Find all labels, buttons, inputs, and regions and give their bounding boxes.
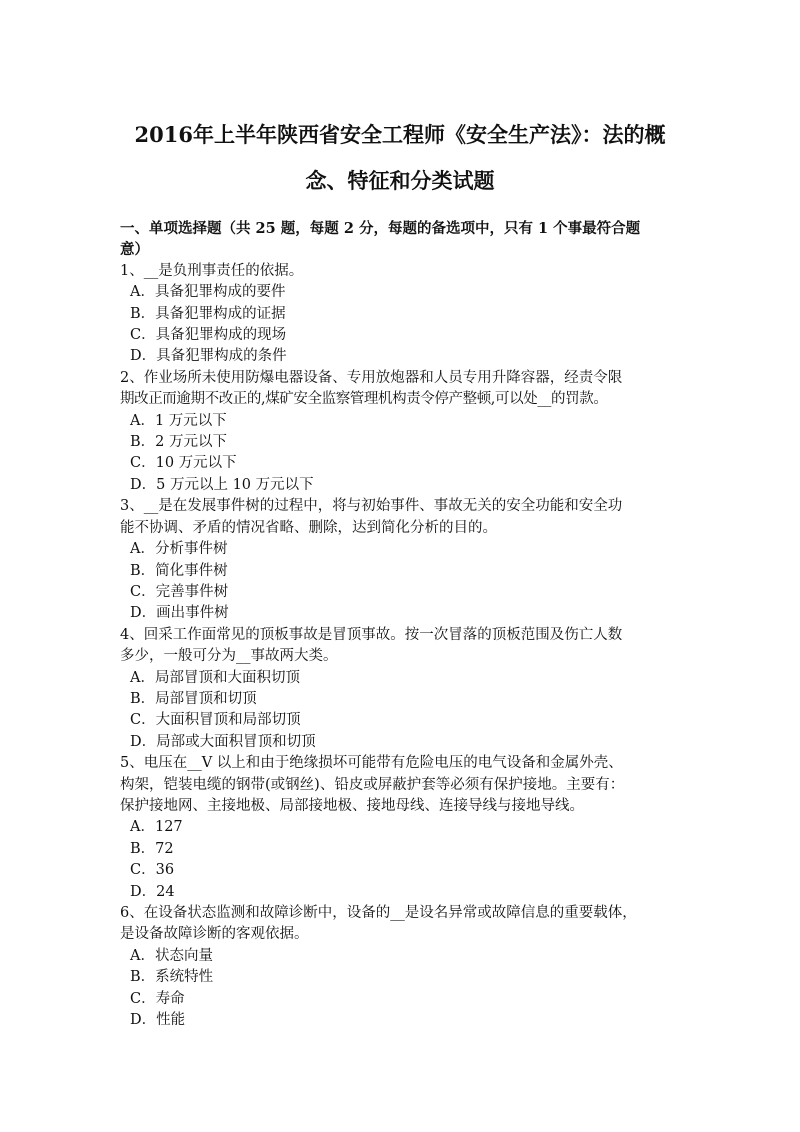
question-4 <box>120 625 690 753</box>
title-line-2: 念、特征和分类试题 <box>305 168 495 193</box>
question-3-line-2: 能不协调、矛盾的情况省略、删除，达到简化分析的目的。 <box>120 519 497 536</box>
question-5-option-d: D．24 <box>130 883 175 900</box>
question-2-option-b: B．2 万元以下 <box>130 434 227 451</box>
question-4-option-b: B．局部冒顶和切顶 <box>130 690 257 707</box>
question-2-option-d: D．5 万元以上 10 万元以下 <box>130 476 314 493</box>
question-5 <box>120 753 690 903</box>
question-3-option-b: B．简化事件树 <box>130 562 228 579</box>
question-6-line-2: 是设备故障诊断的客观依据。 <box>120 926 309 943</box>
question-4-option-a: A．局部冒顶和大面积切顶 <box>130 669 300 686</box>
question-1-option-a: A．具备犯罪构成的要件 <box>130 284 286 301</box>
question-6 <box>120 903 690 1031</box>
question-2-option-a: A．1 万元以下 <box>130 412 227 429</box>
question-3-option-d: D．画出事件树 <box>130 605 229 622</box>
question-6-line-1: 6、在设备状态监测和故障诊断中，设备的__是设名异常或故障信息的重要载体， <box>120 905 637 921</box>
question-6-option-b: B．系统特性 <box>130 969 214 986</box>
question-5-option-a: A．127 <box>130 819 183 836</box>
question-3-line-1: 3、__是在发展事件树的过程中，将与初始事件、事故无关的安全功能和安全功 <box>120 498 623 515</box>
document-body <box>120 218 690 1031</box>
question-5-option-b: B．72 <box>130 840 174 857</box>
section-heading-line-2: 意） <box>120 241 149 259</box>
question-5-line-3: 保护接地网、主接地极、局部接地极、接地母线、连接导线与接地导线。 <box>120 797 584 814</box>
question-1-option-c: C．具备犯罪构成的现场 <box>130 327 287 344</box>
question-3-option-c: C．完善事件树 <box>130 583 229 600</box>
question-2-line-2: 期改正而逾期不改正的,煤矿安全监察管理机构责令停产整顿,可以处__的罚款。 <box>120 391 608 408</box>
question-3 <box>120 496 690 624</box>
question-2-line-1: 2、作业场所未使用防爆电器设备、专用放炮器和人员专用升降容器，经责令限 <box>120 369 623 386</box>
question-3-option-a: A．分析事件树 <box>130 541 228 558</box>
question-4-line-2: 多少，一般可分为__事故两大类。 <box>120 648 338 665</box>
title-line-1: 2016年上半年陕西省安全工程师《安全生产法》：法的概 <box>134 122 666 147</box>
question-1-option-b: B．具备犯罪构成的证据 <box>130 305 286 322</box>
question-5-option-c: C．36 <box>130 862 175 879</box>
question-1-option-d: D．具备犯罪构成的条件 <box>130 348 287 365</box>
document-title <box>100 112 700 204</box>
section-heading-line-1: 一、单项选择题（共 25 题，每题 2 分，每题的备选项中，只有 1 个事最符合题 <box>120 220 641 237</box>
question-6-option-d: D．性能 <box>130 1012 186 1029</box>
question-2 <box>120 368 690 496</box>
question-5-line-2: 构架，铠装电缆的钢带(或钢丝)、铅皮或屏蔽护套等必须有保护接地。主要有： <box>120 776 625 793</box>
question-6-option-a: A．状态向量 <box>130 947 213 964</box>
section-heading <box>120 218 690 261</box>
question-6-option-c: C．寿命 <box>130 990 185 1007</box>
question-5-line-1: 5、电压在__V 以上和由于绝缘损坏可能带有危险电压的电气设备和金属外壳、 <box>120 755 623 772</box>
question-1-line-1: 1、__是负刑事责任的依据。 <box>120 262 304 279</box>
question-2-option-c: C．10 万元以下 <box>130 455 237 472</box>
question-4-option-d: D．局部或大面积冒顶和切顶 <box>130 733 316 750</box>
question-1 <box>120 261 690 368</box>
question-4-option-c: C．大面积冒顶和局部切顶 <box>130 712 301 729</box>
question-4-line-1: 4、回采工作面常见的顶板事故是冒顶事故。按一次冒落的顶板范围及伤亡人数 <box>120 626 623 643</box>
